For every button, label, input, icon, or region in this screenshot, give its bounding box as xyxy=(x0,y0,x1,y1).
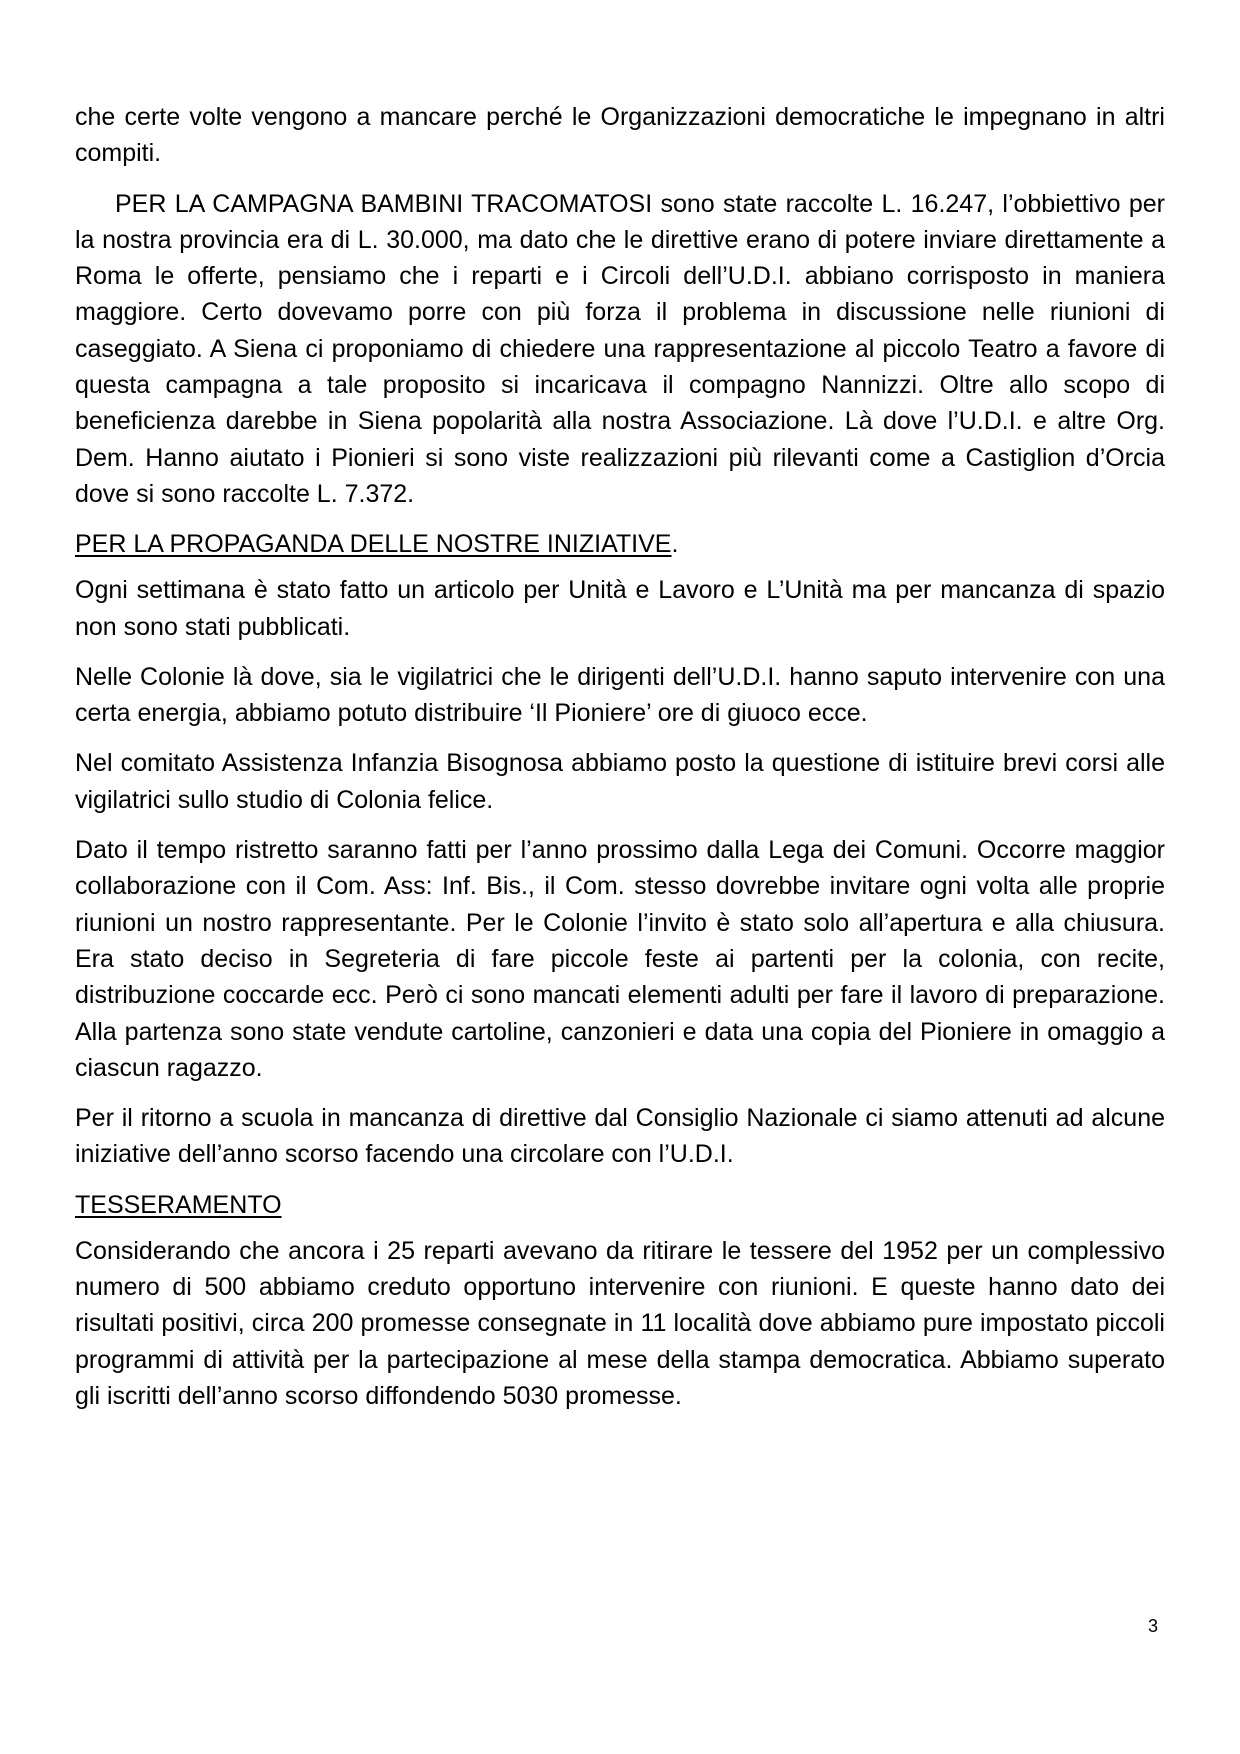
section-heading-propaganda xyxy=(75,526,1165,562)
page-number: 3 xyxy=(1148,1616,1159,1636)
section-heading-propaganda-period: . xyxy=(671,530,679,559)
paragraph-articoli: Ogni settimana è stato fatto un articolo per Unità e Lavoro e L’Unità ma per mancanza di spazio non sono stati pubblicati. xyxy=(75,576,1165,641)
section-heading-tesseramento xyxy=(75,1187,1165,1223)
paragraph-tesseramento: Considerando che ancora i 25 reparti avevano da ritirare le tessere del 1952 per un complessivo numero di 500 abbiamo creduto opportuno intervenire con riunioni. E queste hanno dato dei risultati positivi, circa 200 promesse consegnate in 11 località dove abbiamo pure impostato piccoli programmi di attività per la partecipazione al mese della stampa democratica. Abbiamo superato gli iscritti dell’anno scorso diffondendo 5030 promesse. xyxy=(75,1236,1165,1410)
paragraph-colonie: Nelle Colonie là dove, sia le vigilatrici che le dirigenti dell’U.D.I. hanno saputo intervenire con una certa energia, abbiamo potuto distribuire ‘Il Pioniere’ ore di giuoco ecce. xyxy=(75,662,1165,728)
paragraph-continuation: che certe volte vengono a mancare perché le Organizzazioni democratiche le impegnano in altri compiti. xyxy=(75,103,1165,168)
document-page xyxy=(75,99,1165,1428)
paragraph-comitato-assistenza: Nel comitato Assistenza Infanzia Bisognosa abbiamo posto la questione di istituire brevi corsi alle vigilatrici sullo studio di Colonia felice. xyxy=(75,749,1165,814)
paragraph-ritorno-scuola: Per il ritorno a scuola in mancanza di direttive dal Consiglio Nazionale ci siamo attenuti ad alcune iniziative dell’anno scorso facendo una circolare con l’U.D.I. xyxy=(75,1104,1165,1169)
section-heading-propaganda-text: PER LA PROPAGANDA DELLE NOSTRE INIZIATIVE xyxy=(75,530,672,559)
paragraph-campagna-tracomatosi: PER LA CAMPAGNA BAMBINI TRACOMATOSI sono state raccolte L. 16.247, l’obbiettivo per la nostra provincia era di L. 30.000, ma dato che le direttive erano di potere inviare direttamente a Roma le offerte, pensiamo che i reparti e i Circoli dell’U.D.I. abbiano corrisposto in maniera maggiore. Certo dovevamo porre con più forza il problema in discussione nelle riunioni di caseggiato. A Siena ci proponiamo di chiedere una rappresentazione al piccolo Teatro a favore di questa campagna a tale proposito si incaricava il compagno Nannizzi. Oltre allo scopo di beneficienza darebbe in Siena popolarità alla nostra Associazione. Là dove l’U.D.I. e altre Org. Dem. Hanno aiutato i Pionieri si sono viste realizzazioni più rilevanti come a Castiglion d’Orcia dove si sono raccolte L. 7.372. xyxy=(75,189,1165,508)
section-heading-tesseramento-text: TESSERAMENTO xyxy=(75,1190,282,1219)
paragraph-lega-comuni: Dato il tempo ristretto saranno fatti per l’anno prossimo dalla Lega dei Comuni. Occorre maggior collaborazione con il Com. Ass: Inf. Bis., il Com. stesso dovrebbe invitare ogni volta alle proprie riunioni un nostro rappresentante. Per le Colonie l’invito è stato solo all’apertura e alla chiusura. Era stato deciso in Segreteria di fare piccole feste ai partenti per la colonia, con recite, distribuzione coccarde ecc. Però ci sono mancati elementi adulti per fare il lavoro di preparazione. Alla partenza sono state vendute cartoline, canzonieri e data una copia del Pioniere in omaggio a ciascun ragazzo. xyxy=(75,836,1165,1082)
